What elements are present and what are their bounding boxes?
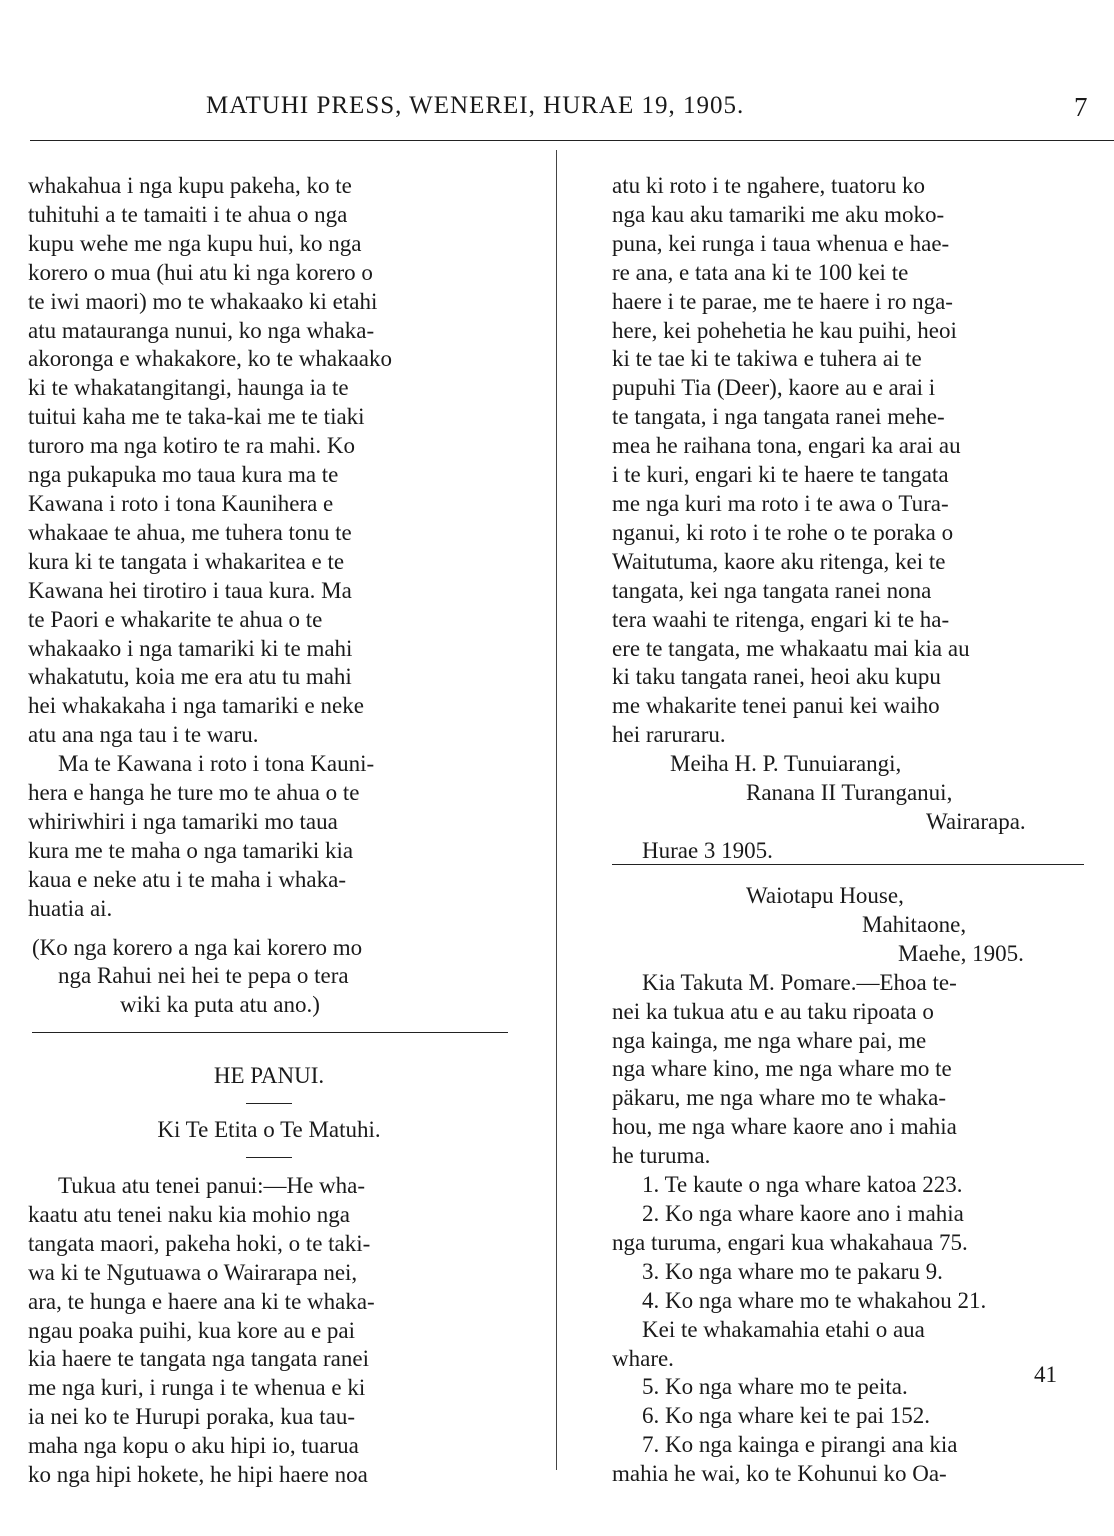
text-line: ki te tae ki te takiwa e tuhera ai te [612, 346, 922, 372]
text-line: haere i te parae, me te haere i ro nga- [612, 288, 953, 314]
section-rule [32, 1032, 508, 1033]
text-line: te tangata, i nga tangata ranei mehe- [612, 404, 945, 430]
signature-name: Meiha H. P. Tunuiarangi, [670, 751, 902, 777]
address-line: Mahitaone, [862, 911, 967, 937]
text-line: whakaae te ahua, me tuhera tonu te [28, 519, 352, 545]
text-line: nga Rahui nei hei te pepa o tera [58, 963, 349, 989]
page-header [0, 88, 1114, 128]
signature-line: Wairarapa. [926, 808, 1026, 834]
text-line: he turuma. [612, 1143, 711, 1169]
text-line: i te kuri, engari ki te haere te tangata [612, 462, 949, 488]
text-line: Kia Takuta M. Pomare.—Ehoa te- [642, 969, 957, 995]
report-paragraph [612, 969, 1090, 1171]
list-item: 6. Ko nga whare kei te pai 152. [642, 1403, 931, 1429]
text-line: me nga kuri, i runga i te whenua e ki [28, 1375, 366, 1401]
text-line: hei raruraru. [612, 722, 726, 748]
text-line: me whakarite tenei panui kei waiho [612, 693, 940, 719]
text-line: ia nei ko te Hurupi poraka, kua tau- [28, 1404, 355, 1430]
text-line: puna, kei runga i taua whenua e hae- [612, 230, 950, 256]
margin-number: 41 [1034, 1362, 1057, 1387]
text-line: kura me te maha o nga tamariki kia [28, 837, 354, 863]
text-line: te Paori e whakarite te ahua o te [28, 606, 323, 632]
short-rule [246, 1157, 292, 1158]
text-line: atu ki roto i te ngahere, tuatoru ko [612, 173, 925, 198]
text-line: (Ko nga korero a nga kai korero mo [32, 934, 363, 960]
signature-block [612, 750, 1090, 866]
text-line: hei whakakaha i nga tamariki e neke [28, 693, 364, 719]
left-paragraph-1 [28, 172, 510, 750]
text-line: Ma te Kawana i roto i tona Kauni- [58, 751, 375, 777]
notice-date: Hurae 3 1905. [642, 837, 773, 863]
signature-line: Ranana II Turanganui, [746, 780, 953, 806]
text-line: maha nga kopu o aku hipi io, tuarua [28, 1433, 359, 1459]
page-number: 7 [1074, 92, 1088, 122]
text-line: ki te whakatangitangi, haunga ia te [28, 375, 349, 401]
text-line: wa ki te Ngutuawa o Wairarapa nei, [28, 1259, 358, 1285]
list-item-continued: nga turuma, engari kua whakahaua 75. [612, 1229, 968, 1255]
text-line: nga whare kino, me nga whare mo te [612, 1056, 952, 1082]
text-line: tuitui kaha me te taka-kai me te tiaki [28, 404, 365, 430]
list-item: 4. Ko nga whare mo te whakahou 21. [642, 1287, 987, 1313]
notice-title: HE PANUI. [213, 1063, 325, 1088]
text-line: Kei te whakamahia etahi o aua [642, 1316, 925, 1342]
editor-note [28, 934, 510, 1021]
header-rule [30, 140, 1114, 141]
notice-subtitle: Ki Te Etita o Te Matuhi. [157, 1117, 381, 1142]
text-line: Kawana hei tirotiro i taua kura. Ma [28, 577, 352, 603]
text-line: nga pukapuka mo taua kura ma te [28, 462, 339, 488]
text-line: ara, te hunga e haere ana ki te whaka- [28, 1288, 375, 1314]
text-line: Kawana i roto i tona Kaunihera e [28, 490, 334, 516]
text-line: kura ki te tangata i whakaritea e te [28, 548, 345, 574]
right-column [612, 172, 1090, 866]
text-line: ngau poaka puihi, kua kore au e pai [28, 1317, 355, 1343]
text-line: hou, me nga whare kaore ano i mahia [612, 1114, 957, 1140]
list-item-continued: mahia he wai, ko te Kohunui ko Oa- [612, 1461, 947, 1487]
address-block [612, 882, 1090, 969]
report-list [612, 1171, 1090, 1489]
text-line: hera e hanga he ture mo te ahua o te [28, 780, 360, 806]
text-line: tera waahi te ritenga, engari ki te ha- [612, 606, 950, 632]
text-line: nga kainga, me nga whare pai, me [612, 1027, 927, 1053]
text-line: atu ana nga tau i te waru. [28, 722, 259, 748]
address-line: Maehe, 1905. [898, 940, 1024, 966]
text-line: huatia ai. [28, 895, 113, 921]
text-line: whakatutu, koia me era atu tu mahi [28, 664, 352, 690]
text-line: re ana, e tata ana ki te 100 kei te [612, 259, 909, 285]
list-item: 3. Ko nga whare mo te pakaru 9. [642, 1258, 943, 1284]
text-line: korero o mua (hui atu ki nga korero o [28, 259, 373, 285]
text-line: te iwi maori) mo te whakaako ki etahi [28, 288, 378, 314]
text-line: kaatu atu tenei naku kia mohio nga [28, 1201, 350, 1227]
list-item: 2. Ko nga whare kaore ano i mahia [642, 1200, 964, 1226]
text-line: here, kei pohehetia he kau puihi, heoi [612, 317, 957, 343]
text-line: whiriwhiri i nga tamariki mo taua [28, 808, 338, 834]
text-line: nga kau aku tamariki me aku moko- [612, 201, 945, 227]
text-line: turoro ma nga kotiro te ra mahi. Ko [28, 433, 356, 459]
header-title: MATUHI PRESS, WENEREI, HURAE 19, 1905. [206, 92, 745, 119]
notice-body [28, 1172, 510, 1490]
section-rule [612, 864, 1084, 865]
report-section [612, 882, 1090, 1489]
text-line: akoronga e whakakore, ko te whakaako [28, 346, 393, 372]
text-line: wiki ka puta atu ano.) [120, 992, 320, 1018]
right-paragraph-1 [612, 172, 1090, 750]
list-item: 7. Ko nga kainga e pirangi ana kia [642, 1432, 958, 1458]
text-line: tangata maori, pakeha hoki, o te taki- [28, 1230, 371, 1256]
text-line: nganui, ki roto i te rohe o te poraka o [612, 519, 954, 545]
notice-subheading [28, 1116, 510, 1145]
text-line: whakahua i nga kupu pakeha, ko te [28, 173, 352, 198]
text-line: ki taku tangata ranei, heoi aku kupu [612, 664, 941, 690]
text-line: ere te tangata, me whakaatu mai kia au [612, 635, 970, 661]
text-line: whare. [612, 1345, 674, 1371]
text-line: Waitutuma, kaore aku ritenga, kei te [612, 548, 946, 574]
text-line: me nga kuri ma roto i te awa o Tura- [612, 490, 949, 516]
notice-heading [28, 1062, 510, 1091]
text-line: atu matauranga nunui, ko nga whaka- [28, 317, 375, 343]
left-column [28, 172, 510, 1020]
text-line: kia haere te tangata nga tangata ranei [28, 1346, 369, 1372]
text-line: ko nga hipi hokete, he hipi haere noa [28, 1462, 368, 1488]
column-divider [556, 150, 557, 1470]
text-line: tangata, kei nga tangata ranei nona [612, 577, 932, 603]
text-line: kupu wehe me nga kupu hui, ko nga [28, 230, 362, 256]
text-line: mea he raihana tona, engari ka arai au [612, 433, 961, 459]
list-item: 5. Ko nga whare mo te peita. [642, 1374, 908, 1400]
text-line: pupuhi Tia (Deer), kaore au e arai i [612, 375, 936, 401]
text-line: kaua e neke atu i te maha i whaka- [28, 866, 347, 892]
address-line: Waiotapu House, [746, 883, 904, 908]
text-line: Tukua atu tenei panui:—He wha- [58, 1173, 366, 1198]
text-line: tuhituhi a te tamaiti i te ahua o nga [28, 201, 348, 227]
text-line: whakaako i nga tamariki ki te mahi [28, 635, 353, 661]
short-rule [246, 1103, 292, 1104]
text-line: päkaru, me nga whare mo te whaka- [612, 1085, 946, 1111]
left-paragraph-2 [28, 750, 510, 923]
list-item: 1. Te kaute o nga whare katoa 223. [642, 1172, 963, 1198]
notice-paragraph [28, 1172, 510, 1490]
text-line: nei ka tukua atu e au taku ripoata o [612, 998, 934, 1024]
